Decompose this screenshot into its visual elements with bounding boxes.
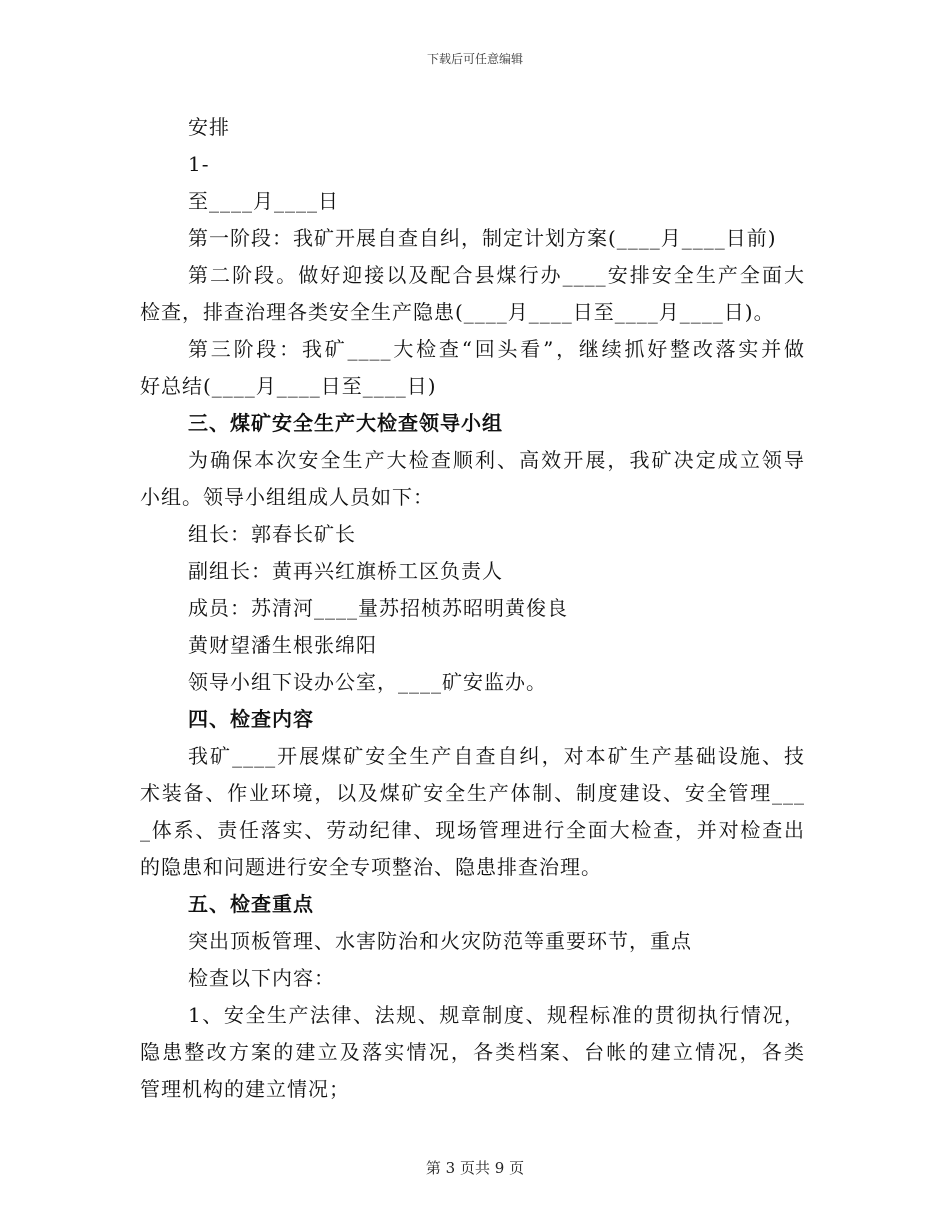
page-number-footer: 第 3 页共 9 页	[425, 1159, 525, 1177]
section-heading: 三、煤矿安全生产大检查领导小组	[188, 411, 503, 435]
paragraph-line: 第一阶段：我矿开展自查自纠，制定计划方案(____月____日前)	[188, 226, 777, 250]
paragraph-line: 1-	[188, 152, 210, 176]
document-body	[140, 109, 805, 1108]
paragraph-line: _体系、责任落实、劳动纪律、现场管理进行全面大检查，并对检查出	[140, 818, 805, 842]
paragraph-line: 术装备、作业环境，以及煤矿安全生产体制、制度建设、安全管理___	[140, 781, 805, 805]
paragraph-line: 检查，排查治理各类安全生产隐患(____月____日至____月____日)。	[140, 300, 775, 324]
page-header: 下载后可任意编辑	[426, 52, 523, 66]
paragraph-line: 安排	[188, 115, 230, 139]
section-heading: 四、检查内容	[188, 707, 314, 731]
paragraph-line: 隐患整改方案的建立及落实情况，各类档案、台帐的建立情况，各类	[140, 1040, 805, 1064]
paragraph-line: 小组。领导小组组成人员如下：	[140, 485, 434, 509]
paragraph-line: 成员：苏清河____量苏招桢苏昭明黄俊良	[188, 596, 568, 620]
paragraph-line: 领导小组下设办公室，____矿安监办。	[188, 670, 547, 694]
paragraph-line: 副组长：黄再兴红旗桥工区负责人	[188, 559, 503, 583]
paragraph-line: 突出顶板管理、水害防治和火灾防范等重要环节，重点	[188, 929, 692, 953]
paragraph-line: 第三阶段：我矿____大检查“回头看”，继续抓好整改落实并做	[188, 337, 805, 361]
paragraph-line: 的隐患和问题进行安全专项整治、隐患排查治理。	[140, 855, 602, 879]
paragraph-line: 第二阶段。做好迎接以及配合县煤行办____安排安全生产全面大	[188, 263, 805, 287]
paragraph-line: 至____月____日	[188, 189, 339, 213]
paragraph-line: 1、安全生产法律、法规、规章制度、规程标准的贯彻执行情况，	[188, 1003, 805, 1027]
paragraph-line: 检查以下内容：	[188, 966, 335, 990]
paragraph-line: 为确保本次安全生产大检查顺利、高效开展，我矿决定成立领导	[188, 448, 805, 472]
section-heading: 五、检查重点	[188, 892, 314, 916]
paragraph-line: 组长：郭春长矿长	[188, 522, 356, 546]
paragraph-line: 好总结(____月____日至____日)	[140, 374, 437, 398]
paragraph-line: 黄财望潘生根张绵阳	[188, 633, 377, 657]
paragraph-line: 我矿____开展煤矿安全生产自查自纠，对本矿生产基础设施、技	[188, 744, 805, 768]
paragraph-line: 管理机构的建立情况；	[140, 1077, 350, 1101]
